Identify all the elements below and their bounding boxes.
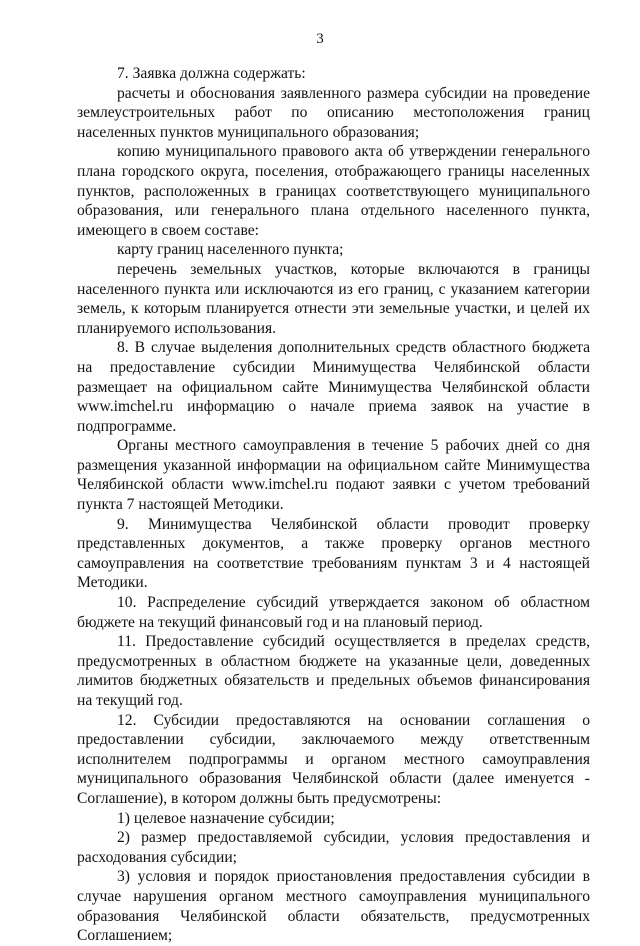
paragraph-item-10: 10. Распределение субсидий утверждается законом об областном бюджете на текущий финансовый год и на плановый период. (77, 594, 590, 631)
paragraph-item-7-heading: 7. Заявка должна содержать: (117, 65, 306, 82)
paragraph-legal-act-copy: копию муниципального правового акта об утверждении генерального плана городского округа, поселения, отображающего границы населенных пунктов, расположенных в границах соответствующего муниципального образования, или генерального плана отдельного населенного пункта, имеющего в своем составе: (77, 143, 590, 239)
paragraph-boundary-map: карту границ населенного пункта; (117, 241, 344, 259)
page-number: 3 (316, 31, 324, 47)
paragraph-item-12: 12. Субсидии предоставляются на основании соглашения о предоставлении субсидии, заключаемого между ответственным исполнителем подпрограммы и органом местного самоуправления муниципального образования Челябинской области (далее именуется - Соглашение), в котором должны быть предусмотрены: (77, 711, 590, 807)
paragraph-item-11: 11. Предоставление субсидий осуществляется в пределах средств, предусмотренных в областном бюджете на указанные цели, доведенных лимитов бюджетных обязательств и предельных объемов финансирования на текущий год. (77, 633, 590, 709)
paragraph-item-8: 8. В случае выделения дополнительных средств областного бюджета на предоставление субсидии Минимущества Челябинской области размещает на официальном сайте Минимущества Челябинской области www.imchel.ru информацию о начале приема заявок на участие в подпрограмме. (77, 339, 590, 435)
paragraph-local-authorities: Органы местного самоуправления в течение 5 рабочих дней со дня размещения указанной информации на официальном сайте Минимущества Челябинской области www.imchel.ru подают заявки с учетом требований пункта 7 настоящей Методики. (77, 437, 590, 514)
paragraph-subitem-2: 2) размер предоставляемой субсидии, условия предоставления и расходования субсидии; (77, 829, 590, 866)
paragraph-calculations: расчеты и обоснования заявленного размера субсидии на проведение землеустроительных работ по описанию местоположения границ населенных пунктов муниципального образования; (77, 84, 590, 141)
paragraph-item-9: 9. Минимущества Челябинской области проводит проверку представленных документов, а также проверку органов местного самоуправления на соответствие требованиям пунктам 3 и 4 настоящей Методики. (77, 515, 590, 592)
paragraph-land-plots-list: перечень земельных участков, которые включаются в границы населенного пункта или исключаются из его границ, с указанием категории земель, к которым планируется отнести эти земельные участки, и целей их планируемого использования. (77, 260, 590, 337)
paragraph-subitem-3: 3) условия и порядок приостановления предоставления субсидии в случае нарушения органом местного самоуправления муниципального образования Челябинской области обязательств, предусмотренных Соглашением; (77, 868, 590, 945)
document-body (77, 64, 590, 946)
paragraph-subitem-1: 1) целевое назначение субсидии; (117, 809, 335, 827)
